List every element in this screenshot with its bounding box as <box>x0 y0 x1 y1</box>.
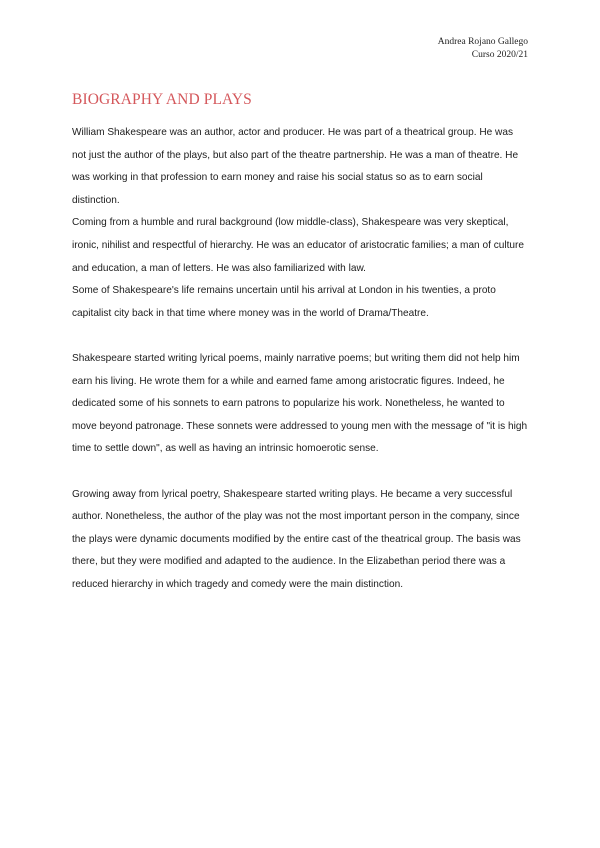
paragraph-intro: William Shakespeare was an author, actor and producer. He was part of a theatrical group. He was not just the author of the plays, but also part of the theatre partnership. He was a man of theatre. He was working in that profession to earn money and raise his social status so as to earn social distinction. <box>72 127 519 206</box>
paragraph-plays: Growing away from lyrical poetry, Shakespeare started writing plays. He became a very successful author. Nonetheless, the author of the play was not the most important person in the company, since the plays were dynamic documents modified by the entire cast of the theatrical group. The basis was there, but they were modified and adapted to the audience. In the Elizabethan period there was a reduced hierarchy in which tragedy and comedy were the main distinction. <box>72 488 521 590</box>
course-year: Curso 2020/21 <box>471 50 528 60</box>
paragraph-poems: Shakespeare started writing lyrical poems, mainly narrative poems; but writing them did not help him earn his living. He wrote them for a while and earned fame among aristocratic figures. Indeed, he dedicated some of his sonnets to earn patrons to popularize his work. Nonetheless, he wanted to move beyond patronage. These sonnets were addressed to young men with the message of "it is high time to settle down", as well as having an intrinsic homoerotic sense. <box>72 352 528 455</box>
document-body <box>72 122 528 596</box>
paragraph-background: Coming from a humble and rural background (low middle-class), Shakespeare was very skeptical, ironic, nihilist and respectful of hierarchy. He was an educator of aristocratic families; a man of culture and education, a man of letters. He was also familiarized with law. <box>72 217 524 274</box>
document-header <box>438 36 528 62</box>
author-name: Andrea Rojano Gallego <box>437 37 528 47</box>
paragraph-london: Some of Shakespeare's life remains uncertain until his arrival at London in his twenties, a proto capitalist city back in that time where money was in the world of Drama/Theatre. <box>72 285 496 319</box>
page-title: BIOGRAPHY AND PLAYS <box>72 91 252 108</box>
